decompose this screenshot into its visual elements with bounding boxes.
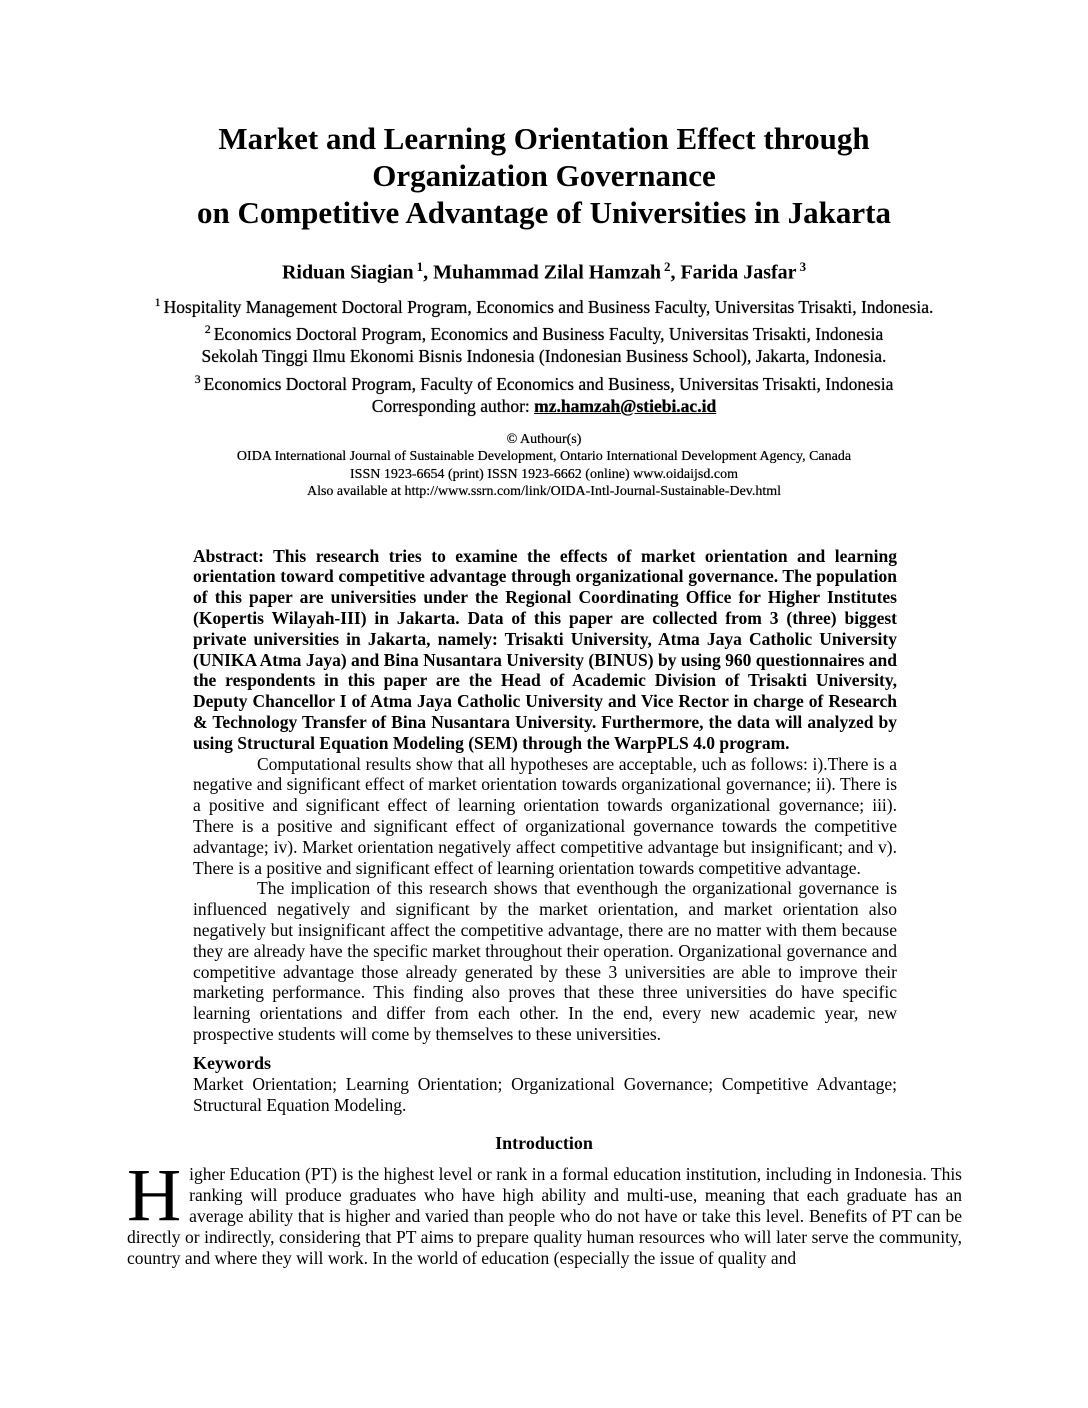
title-line-3: on Competitive Advantage of Universities in Jakarta: [196, 195, 892, 230]
abstract-label: Abstract:: [193, 545, 264, 566]
affiliation-text-4: Economics Doctoral Program, Faculty of Economics and Business, Universitas Trisakti, Indonesia: [203, 373, 894, 394]
corresponding-email-link[interactable]: mz.hamzah@stiebi.ac.id: [534, 396, 717, 417]
authors-line: [0, 255, 1088, 285]
journal-line: OIDA International Journal of Sustainable Development, Ontario International Development Agency, Canada: [236, 449, 852, 465]
abstract-paragraph-1: [193, 546, 897, 754]
keywords-text: Market Orientation; Learning Orientation; Organizational Governance; Competitive Advantage; Structural Equation Modeling.: [193, 1073, 897, 1115]
drop-cap: H: [127, 1154, 182, 1238]
title-line-1: Market and Learning Orientation Effect through: [218, 121, 870, 156]
abstract-paragraph-3: The implication of this research shows that eventhough the organizational governance is influenced negatively and significant by the market orientation, and market orientation also negatively but insignificant affect the competitive advantage, there are no matter with them because they are already have the specific market throughout their operation. Organizational governance and competitive advantage those already generated by these 3 universities are able to improve their marketing performance. This finding also proves that these three universities do have specific learning orientations and differ from each other. In the end, every new academic year, new prospective students will come by themselves to these universities.: [193, 878, 897, 1044]
affiliation-superscript-1: 1: [154, 294, 161, 309]
author-superscript-2: 2: [663, 259, 671, 274]
abstract-paragraph-1-text: This research tries to examine the effects of market orientation and learning orientation toward competitive advantage through organizational governance. The population of this paper are universities under the Regional Coordinating Office for Higher Institutes (Kopertis Wilayah-III) in Jakarta. Data of this paper are collected from 3 (three) biggest private universities in Jakarta, namely: Trisakti University, Atma Jaya Catholic University (UNIKA Atma Jaya) and Bina Nusantara University (BINUS) by using 960 questionnaires and the respondents in this paper are the Head of Academic Division of Trisakti University, Deputy Chancellor I of Atma Jaya Catholic University and Vice Rector in charge of Research & Technology Transfer of Bina Nusantara University. Furthermore, the data will analyzed by using Structural Equation Modeling (SEM) through the WarpPLS 4.0 program.: [193, 545, 897, 753]
author-separator-1: ,: [423, 261, 434, 284]
author-superscript-1: 1: [416, 259, 424, 274]
introduction-heading: Introduction: [495, 1133, 593, 1154]
corresponding-author-line: [0, 395, 1088, 418]
abstract-section: [193, 546, 897, 1045]
author-superscript-3: 3: [799, 259, 807, 274]
affiliation-superscript-4: 3: [194, 371, 201, 386]
abstract-paragraph-2: Computational results show that all hypotheses are acceptable, uch as follows: i).There is a negative and significant effect of market orientation towards organizational governance; ii). There is a positive and significant effect of learning orientation towards organizational governance; iii). There is a positive and significant effect of organizational governance towards the competitive advantage; iv). Market orientation negatively affect competitive advantage but insignificant; and v). There is a positive and significant effect of learning orientation towards competitive advantage.: [193, 753, 897, 878]
journal-imprint-block: [0, 431, 1088, 501]
author-name-2: Muhammad Zilal Hamzah: [433, 261, 661, 284]
corresponding-author-label: Corresponding author:: [371, 396, 535, 417]
author-name-3: Farida Jasfar: [680, 261, 797, 284]
author-separator-2: ,: [670, 261, 681, 284]
affiliation-line-4: [0, 368, 1088, 395]
affiliation-text-2: Economics Doctoral Program, Economics and Business Faculty, Universitas Trisakti, Indonesia: [213, 323, 884, 344]
affiliation-line-3: [0, 345, 1088, 368]
affiliation-superscript-2: 2: [204, 321, 211, 336]
affiliation-text-1: Hospitality Management Doctoral Program, Economics and Business Faculty, Universitas Trisakti, Indonesia.: [163, 296, 934, 317]
introduction-paragraph-text: igher Education (PT) is the highest level or rank in a formal education institution, including in Indonesia. This ranking will produce graduates who have high ability and multi-use, meaning that each graduate has an average ability that is higher and varied than people who do not have or take this level. Benefits of PT can be directly or indirectly, considering that PT aims to prepare quality human resources who will later serve the community, country and where they will work. In the world of education (especially the issue of quality and: [127, 1164, 962, 1269]
author-name-1: Riduan Siagian: [281, 261, 414, 284]
title-line-2: Organization Governance: [372, 158, 716, 193]
affiliation-text-3: Sekolah Tinggi Ilmu Ekonomi Bisnis Indonesia (Indonesian Business School), Jakarta, Indonesia.: [201, 346, 887, 367]
issn-line: ISSN 1923-6654 (print) ISSN 1923-6662 (online) www.oidaijsd.com: [350, 466, 738, 482]
paper-title: [0, 120, 1088, 231]
affiliation-line-2: [0, 318, 1088, 345]
availability-line: Also available at http://www.ssrn.com/link/OIDA-Intl-Journal-Sustainable-Dev.html: [306, 484, 782, 500]
keywords-heading: Keywords: [193, 1052, 271, 1073]
copyright-line: © Authour(s): [506, 431, 582, 447]
introduction-paragraph: [127, 1154, 962, 1269]
affiliation-line-1: [0, 291, 1088, 318]
affiliations-block: [0, 291, 1088, 418]
